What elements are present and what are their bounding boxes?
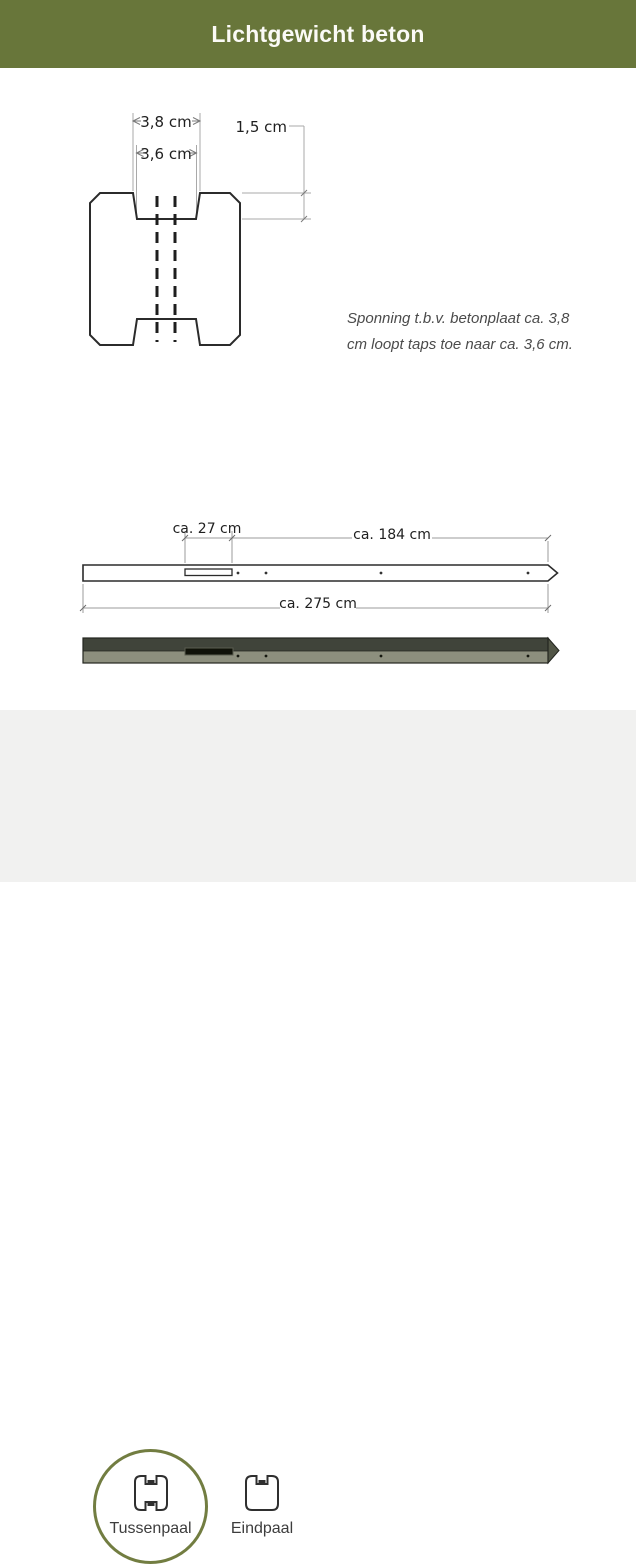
dim-label-27: ca. 27 cm — [172, 521, 242, 537]
post-cross-section-outline — [90, 193, 240, 345]
dim-label-275: ca. 275 cm — [279, 596, 357, 612]
caption-line-2: cm loopt taps toe naar ca. 3,6 cm. — [347, 336, 573, 353]
post-slot — [185, 569, 232, 576]
option-eindpaal[interactable] — [214, 1449, 310, 1564]
rendered-post-slot — [185, 648, 233, 655]
post-side-outline — [83, 565, 558, 581]
variant-selector-section — [0, 710, 636, 1537]
option-label-tussenpaal: Tussenpaal — [109, 1520, 192, 1537]
eindpaal-icon — [245, 1475, 279, 1511]
rendered-post — [83, 638, 559, 663]
option-tussenpaal[interactable] — [93, 1449, 208, 1564]
header-bar — [0, 0, 636, 68]
caption-line-1: Sponning t.b.v. betonplaat ca. 3,8 — [347, 310, 570, 327]
side-view-diagram — [80, 521, 558, 613]
dim-label-184: ca. 184 cm — [353, 527, 431, 543]
page-title: Lichtgewicht beton — [211, 20, 425, 47]
dim-label-36: 3,6 cm — [140, 145, 192, 163]
sponning-caption — [347, 306, 579, 358]
tussenpaal-icon — [134, 1475, 168, 1511]
technical-drawing — [0, 68, 636, 710]
dim-label-38: 3,8 cm — [140, 113, 192, 131]
dim-label-15: 1,5 cm — [235, 118, 287, 136]
cross-section-diagram — [90, 113, 311, 345]
option-label-eindpaal: Eindpaal — [230, 1520, 294, 1537]
